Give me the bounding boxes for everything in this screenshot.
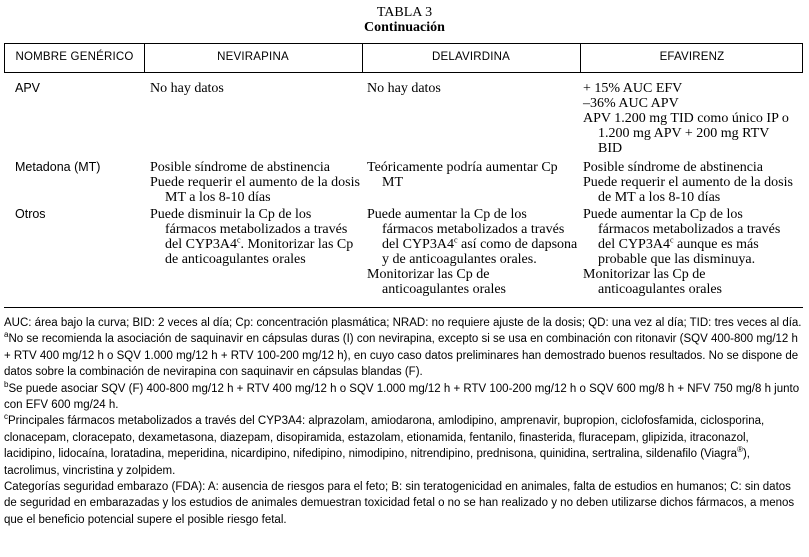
footnote-mark: c bbox=[669, 235, 674, 245]
cell-apv-delavirdina bbox=[367, 81, 577, 96]
row-label-otros: Otros bbox=[15, 207, 46, 221]
cell-text: + 15% AUC EFV bbox=[583, 81, 683, 96]
cell-otros-delavirdina bbox=[367, 207, 579, 297]
header-efavirenz: EFAVIRENZ bbox=[659, 51, 725, 63]
footnote-abbreviations: AUC: área bajo la curva; BID: 2 veces al día; Cp: concentración plasmática; NRAD: no requiere ajuste de la dosis; QD: una vez al día; TID: tres veces al día. bbox=[4, 317, 802, 329]
cell-metadona-nevirapina bbox=[150, 160, 370, 205]
footnote-text: Principales fármacos metabolizados a través del CYP3A4: alprazolam, amiodarona, amlodipino, amprenavir, bupropion, ciclofosfamida, ciclosporina, clonacepam, cloracepato, dexametasona, diazepam, disopiramida, estazolam, etionamida, fentanilo, finasterida, fluracepam, glipizida, itraconazol, lacidipino, lidocaína, loratadina, meperidina, nicardipino, nifedipino, nimodipino, nitrendipino, prednisona, quinidina, sertralina, sildenafilo (Viagra bbox=[4, 415, 765, 461]
table-footnotes bbox=[4, 315, 803, 528]
footnote-mark: c bbox=[453, 235, 458, 245]
cell-text-part: . Monitorizar las Cp de anticoagulantes orales bbox=[165, 237, 354, 267]
cell-metadona-delavirdina bbox=[367, 160, 577, 190]
cell-apv-nevirapina bbox=[150, 81, 360, 96]
cell-text: Posible síndrome de abstinencia bbox=[583, 160, 764, 175]
cell-text-part: aunque es más probable que las disminuya. bbox=[598, 237, 759, 267]
cell-text: Monitorizar las Cp de anticoagulantes orales bbox=[367, 267, 507, 297]
cell-text bbox=[150, 207, 360, 267]
row-label-apv: APV bbox=[15, 81, 41, 95]
cell-otros-efavirenz bbox=[583, 207, 793, 297]
footnote-b bbox=[4, 381, 803, 414]
table-title: TABLA 3 bbox=[376, 5, 433, 20]
cell-text: Teóricamente podría aumentar Cp MT bbox=[367, 160, 558, 190]
cell-apv-efavirenz bbox=[583, 81, 793, 156]
cell-text: No hay datos bbox=[367, 81, 441, 96]
footnote-c bbox=[4, 413, 803, 479]
footnote-mark: a bbox=[4, 330, 9, 340]
footnote-text: Se puede asociar SQV (F) 400-800 mg/12 h + RTV 400 mg/12 h o SQV 1.000 mg/12 h + RTV 100-200 mg/12 h o SQV 600 mg/8 h + NFV 750 mg/8 h junto con EFV 600 mg/24 h. bbox=[4, 382, 800, 412]
cell-text: APV 1.200 mg TID como único IP o 1.200 mg APV + 200 mg RTV BID bbox=[583, 111, 789, 156]
cell-text bbox=[583, 207, 793, 267]
cell-text: Puede requerir el aumento de la dosis de MT a los 8-10 días bbox=[583, 175, 793, 205]
cell-text-part: así como de dapsona y de anticoagulantes orales. bbox=[382, 237, 578, 267]
cell-text: –36% AUC APV bbox=[583, 96, 679, 111]
header-nevirapina: NEVIRAPINA bbox=[217, 51, 289, 63]
footnote-a bbox=[4, 331, 803, 380]
row-label-metadona: Metadona (MT) bbox=[15, 160, 101, 174]
footnote-text: ), tacrolimus, vincristina y zolpidem. bbox=[4, 448, 750, 477]
table-body bbox=[4, 73, 803, 308]
cell-text-part: Puede aumentar la Cp de los fármacos metabolizados a través del CYP3A4 bbox=[367, 207, 565, 252]
cell-text: No hay datos bbox=[150, 81, 224, 96]
cell-text bbox=[367, 207, 579, 267]
registered-mark: ® bbox=[737, 445, 743, 455]
footnote-text: No se recomienda la asociación de saquinavir en cápsulas duras (I) con nevirapina, excepto si se usa en combinación con ritonavir (SQV 400-800 mg/12 h + RTV 400 mg/12 h o SQV 1.000 mg/12 h + RTV 100-200 mg/12 h), en cuyo caso datos preliminares han demostrado buenos resultados. No se dispone de datos sobre la combinación de nevirapina con saquinavir en cápsulas blandas (F). bbox=[4, 333, 799, 379]
table-header-row bbox=[4, 43, 803, 73]
header-generic-name: NOMBRE GENÉRICO bbox=[15, 51, 134, 63]
cell-text-part: Puede aumentar la Cp de los fármacos metabolizados a través del CYP3A4 bbox=[583, 207, 781, 252]
cell-text: Posible síndrome de abstinencia bbox=[150, 160, 331, 175]
cell-text-part: Puede disminuir la Cp de los fármacos metabolizados a través del CYP3A4 bbox=[150, 207, 348, 252]
cell-otros-nevirapina bbox=[150, 207, 360, 267]
cell-metadona-efavirenz bbox=[583, 160, 795, 205]
table-title-block bbox=[0, 5, 809, 35]
cell-text: Monitorizar las Cp de anticoagulantes orales bbox=[583, 267, 723, 297]
footnote-mark: c bbox=[236, 235, 241, 245]
footnote-mark: c bbox=[4, 412, 8, 422]
header-delavirdina: DELAVIRDINA bbox=[431, 51, 511, 63]
cell-text: Puede requerir el aumento de la dosis MT a los 8-10 días bbox=[150, 175, 360, 205]
footnote-fda: Categorías seguridad embarazo (FDA): A: ausencia de riesgos para el feto; B: sin teratogenicidad en animales, falta de estudios en humanos; C: sin datos de seguridad en embarazadas y los estudios de animales demuestran toxicidad fetal o no se han realizado y no deben utilizarse dichos fármacos, a menos que el beneficio potencial supere el posible riesgo fetal. bbox=[4, 481, 795, 526]
table-subtitle: Continuación bbox=[364, 20, 445, 35]
footnote-mark: b bbox=[4, 379, 9, 389]
